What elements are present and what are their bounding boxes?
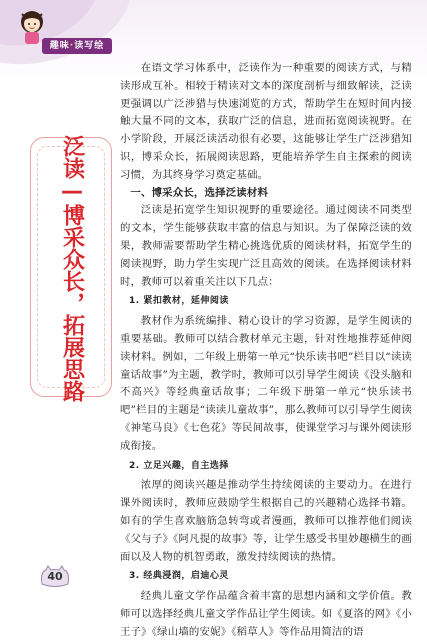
chapter-title-char: —: [59, 178, 85, 204]
chapter-title-char: 路: [59, 379, 85, 402]
subsection-3-paragraph: 经典儿童文学作品蕴含着丰富的思想内涵和文学价值。教师可以选择经典儿童文学作品让学生阅读。如《夏洛的网》《小王子》《绿山墙的安妮》《稻草人》等作品用简洁的语: [120, 590, 412, 638]
intro-paragraph: 在语文学习体系中，泛读作为一种重要的阅读方式，与精读形成互补。相较于精读对文本的深度剖析与细致解读，泛读更强调以广泛涉猎与快速浏览的方式，帮助学生在短时间内接触大量不同的文本，获取广泛的信息，进而拓宽阅读视野。在小学阶段，开展泛读活动很有必要，这能够让学生广泛涉猎知识，博采众长，拓展阅读思路，更能培养学生自主探索的阅读习惯，为其终身学习奠定基础。: [120, 62, 412, 181]
chapter-title-char: 博: [59, 203, 85, 226]
chapter-title-char: 众: [59, 247, 85, 270]
section-heading: 一、博采众长，选择泛读材料: [130, 186, 269, 199]
subheading-1: 1. 紧扣教材，延伸阅读: [129, 296, 229, 307]
badge-separator: ·: [69, 41, 75, 51]
section-intro-paragraph: 泛读是拓宽学生知识视野的重要途径。通过阅读不同类型的文本，学生能够获取丰富的信息与知识。为了保障泛读的效果，教师需要帮助学生精心挑选优质的阅读材料，拓宽学生的阅读视野，助力学生实现广泛且高效的阅读。在选择阅读材料时，教师可以着重关注以下几点：: [120, 204, 412, 288]
chapter-title-char: 读: [59, 156, 85, 179]
chapter-title: [31, 134, 113, 402]
chapter-title-box: [30, 134, 112, 402]
chapter-title-char: 泛: [59, 134, 85, 157]
subsection-1-paragraph: 教材作为系统编排、精心设计的学习资源，是学生阅读的重要基础。教师可以结合教材单元主题，针对性地推荐延伸阅读材料。例如，二年级上册第一单元“快乐读书吧”栏目以“读读童话故事”为主题，教学时，教师可以引导学生阅读《没头脑和不高兴》等经典童话故事；二年级下册第一单元“快乐读书吧”栏目的主题是“读读儿童故事”，那么教师可以引导学生阅读《神笔马良》《七色花》等民间故事，使课堂学习与课外阅读形成衔接。: [120, 315, 412, 452]
subsection-2-paragraph: 浓厚的阅读兴趣是推动学生持续阅读的主要动力。在进行课外阅读时，教师应鼓励学生根据自己的兴趣精心选择书籍。如有的学生喜欢脑筋急转弯或者漫画，教师可以推荐他们阅读《父与子》《阿凡提的故事》等，让学生感受书里妙趣横生的画面以及人物的机智勇敢，激发持续阅读的热情。: [120, 479, 412, 563]
chapter-title-char: 思: [59, 357, 85, 380]
badge-left-label: 趣味: [49, 41, 70, 51]
chapter-title-char: 拓: [59, 313, 85, 336]
section-badge: [42, 38, 112, 54]
subheading-2: 2. 立足兴趣，自主选择: [129, 460, 229, 471]
chapter-title-char: 长: [59, 269, 85, 292]
chapter-title-char: 采: [59, 225, 85, 248]
page-number: 40: [47, 570, 63, 583]
subheading-3: 3. 经典浸润，启迪心灵: [129, 571, 229, 582]
chapter-title-char: ，: [59, 291, 85, 314]
badge-right-label: 读写绘: [74, 41, 105, 51]
article-body: [120, 60, 412, 642]
chapter-title-char: 展: [59, 335, 85, 358]
